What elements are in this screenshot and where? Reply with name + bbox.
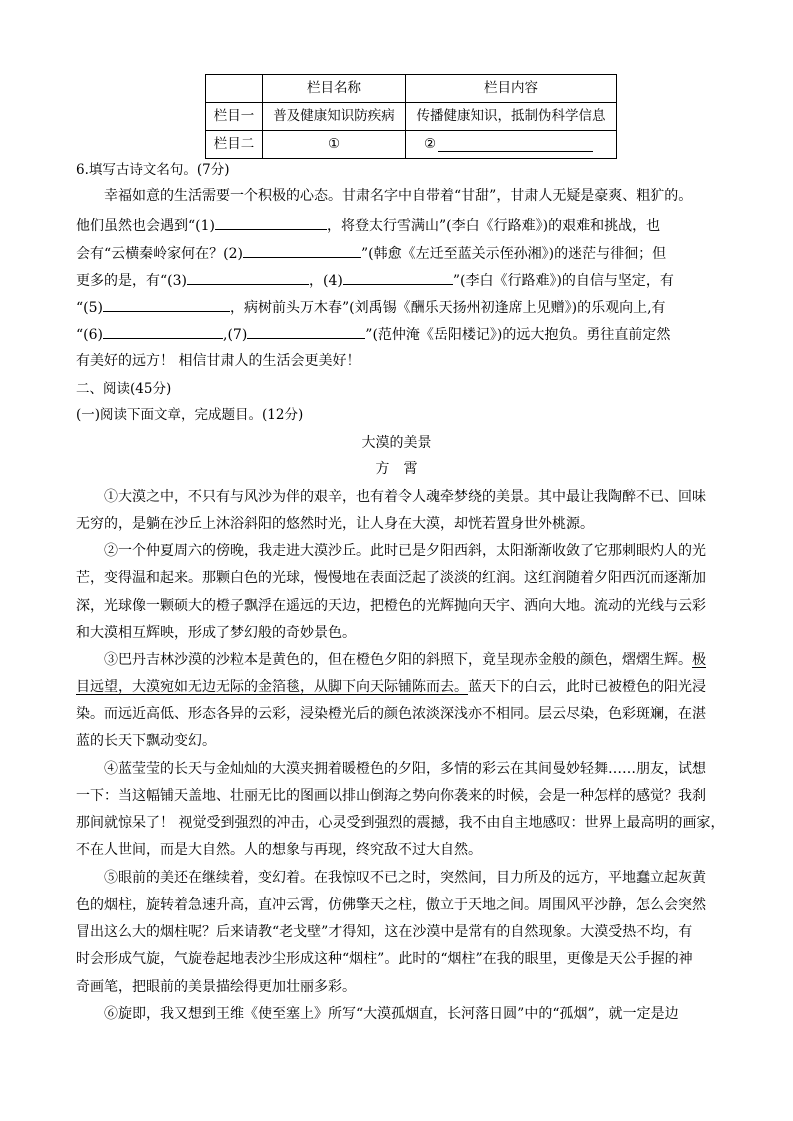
table-cell xyxy=(206,75,263,103)
text: 更多的是，有“(3) xyxy=(76,273,187,289)
text: “(6) xyxy=(76,327,103,343)
paragraph-1-line-2: 无穷的，是躺在沙丘上沐浴斜阳的悠然时光，让人身在大漠，却恍若置身世外桃源。 xyxy=(76,516,594,532)
blank-label: ② xyxy=(424,136,437,152)
paragraph-3-line-4: 蓝的长天下飘动变幻。 xyxy=(76,733,216,749)
q6-line-6 xyxy=(76,324,670,345)
question-6-title: 6.填写古诗文名句。(7分) xyxy=(76,162,230,178)
table-cell: 栏目一 xyxy=(206,103,263,131)
answer-blank-5 xyxy=(103,297,230,312)
table-cell-blank-2 xyxy=(406,131,617,159)
answer-blank-6 xyxy=(103,324,223,339)
q6-line-5 xyxy=(76,297,666,318)
part-1-instruction: (一)阅读下面文章，完成题目。(12分) xyxy=(76,407,304,423)
paragraph-5-line-5: 奇画笔，把眼前的美景描绘得更加壮丽多彩。 xyxy=(76,979,356,995)
paragraph-2-line-1: ②一个仲夏周六的傍晚，我走进大漠沙丘。此时已是夕阳西斜，太阳渐渐收敛了它那刺眼灼人的光 xyxy=(104,543,706,559)
answer-blank-1 xyxy=(215,215,327,230)
section-2-title: 二、阅读(45分) xyxy=(76,381,172,397)
paragraph-3-line-3: 染。而远近高低、形态各异的云彩，浸染橙光后的颜色浓淡深浅亦不相同。层云尽染，色彩斑斓，在湛 xyxy=(76,706,706,722)
table-header-content: 栏目内容 xyxy=(406,75,617,103)
answer-blank-3 xyxy=(187,270,309,285)
text: 蓝天下的白云，此时已被橙色的阳光浸 xyxy=(468,679,706,695)
text: ,(7) xyxy=(223,327,248,343)
paragraph-2-line-4: 和大漠相互辉映，形成了梦幻般的奇妙景色。 xyxy=(76,625,356,641)
q6-line-4 xyxy=(76,270,674,291)
answer-blank-7 xyxy=(247,324,365,339)
table-cell-blank-1: ① xyxy=(263,131,406,159)
q6-line-7: 有美好的远方！ 相信甘肃人的生活会更美好！ xyxy=(76,353,361,369)
paragraph-5-line-1: ⑤眼前的美还在继续着，变幻着。在我惊叹不已之时，突然间，目力所及的远方，平地蠢立起灰黄 xyxy=(104,870,706,886)
article-author: 方 霄 xyxy=(375,461,418,477)
paragraph-4-line-1: ④蓝莹莹的长天与金灿灿的大漠夹拥着暖橙色的夕阳，多情的彩云在其间曼妙轻舞……朋友，试想 xyxy=(104,761,706,777)
article-title: 大漠的美景 xyxy=(361,435,432,451)
table-cell: 栏目二 xyxy=(206,131,263,159)
answer-blank xyxy=(438,137,593,152)
paragraph-2-line-3: 深，光球像一颗硕大的橙子飘浮在遥远的天边，把橙色的光辉抛向天宇、洒向大地。流动的光线与云彩 xyxy=(76,598,706,614)
paragraph-6-line-1: ⑥旋即，我又想到王维《使至塞上》所写“大漠孤烟直，长河落日圆”中的“孤烟”，就一定是边 xyxy=(104,1006,679,1022)
paragraph-4-line-4: 不在人世间，而是大自然。人的想象与再现，终究敌不过大自然。 xyxy=(76,842,482,858)
column-table xyxy=(205,74,617,159)
underlined-sentence: 极 xyxy=(692,652,706,668)
q6-line-2 xyxy=(76,215,660,236)
paragraph-1-line-1: ①大漠之中，不只有与风沙为伴的艰辛，也有着令人魂牵梦绕的美景。其中最让我陶醉不已、回味 xyxy=(104,489,706,505)
paragraph-3-line-1 xyxy=(104,650,706,670)
table-header-name: 栏目名称 xyxy=(263,75,406,103)
text: ，病树前头万木春”(刘禹锡《酬乐天扬州初逢席上见赠》)的乐观向上,有 xyxy=(230,300,666,316)
text: “(5) xyxy=(76,300,103,316)
text: ”(范仲淹《岳阳楼记》)的远大抱负。勇往直前定然 xyxy=(365,327,671,343)
text: ”(韩愈《左迁至蓝关示侄孙湘》)的迷茫与徘徊；但 xyxy=(361,246,667,262)
paragraph-3-line-2 xyxy=(76,677,706,697)
underlined-sentence: 目远望，大漠宛如无边无际的金箔毯，从脚下向天际铺陈而去。 xyxy=(76,679,468,695)
paragraph-4-line-3: 那间就惊呆了！ 视觉受到强烈的冲击，心灵受到强烈的震撼，我不由自主地感叹：世界上最高明的画家， xyxy=(76,815,725,831)
paragraph-5-line-2: 色的烟柱，旋转着急速升高，直冲云霄，仿佛擎天之柱，傲立于天地之间。周围风平沙静，怎么会突然 xyxy=(76,897,706,913)
paragraph-5-line-4: 时会形成气旋，气旋卷起地表沙尘形成这种“烟柱”。此时的“烟柱”在我的眼里，更像是天公手握的神 xyxy=(76,951,693,967)
q6-line-3 xyxy=(76,243,666,264)
answer-blank-4 xyxy=(343,270,453,285)
text: ”(李白《行路难》)的自信与坚定，有 xyxy=(452,273,674,289)
paragraph-2-line-2: 芒，变得温和起来。那颗白色的光球，慢慢地在表面泛起了淡淡的红润。这红润随着夕阳西沉而逐渐加 xyxy=(76,570,706,586)
table-cell: 传播健康知识，抵制伪科学信息 xyxy=(406,103,617,131)
text: ，将登太行雪满山”(李白《行路难》)的艰难和挑战，也 xyxy=(327,218,661,234)
q6-line-1: 幸福如意的生活需要一个积极的心态。甘肃名字中自带着“甘甜”，甘肃人无疑是豪爽、粗犷的。 xyxy=(104,188,693,204)
paragraph-4-line-2: 一下：当这幅铺天盖地、壮丽无比的图画以排山倒海之势向你袭来的时候，会是一种怎样的感觉？我刹 xyxy=(76,788,706,804)
answer-blank-2 xyxy=(243,243,361,258)
text: ③巴丹吉林沙漠的沙粒本是黄色的，但在橙色夕阳的斜照下，竟呈现赤金般的颜色，熠熠生辉。 xyxy=(104,652,692,668)
text: 会有“云横秦岭家何在？(2) xyxy=(76,246,243,262)
table-header-row xyxy=(206,75,617,103)
text: ，(4) xyxy=(309,273,343,289)
table-row xyxy=(206,131,617,159)
paragraph-5-line-3: 冒出这么大的烟柱呢？后来请教“老戈壁”才得知，这在沙漠中是常有的自然现象。大漠受热不均，有 xyxy=(76,924,693,940)
table-row xyxy=(206,103,617,131)
table-cell: 普及健康知识防疾病 xyxy=(263,103,406,131)
text: 他们虽然也会遇到“(1) xyxy=(76,218,215,234)
